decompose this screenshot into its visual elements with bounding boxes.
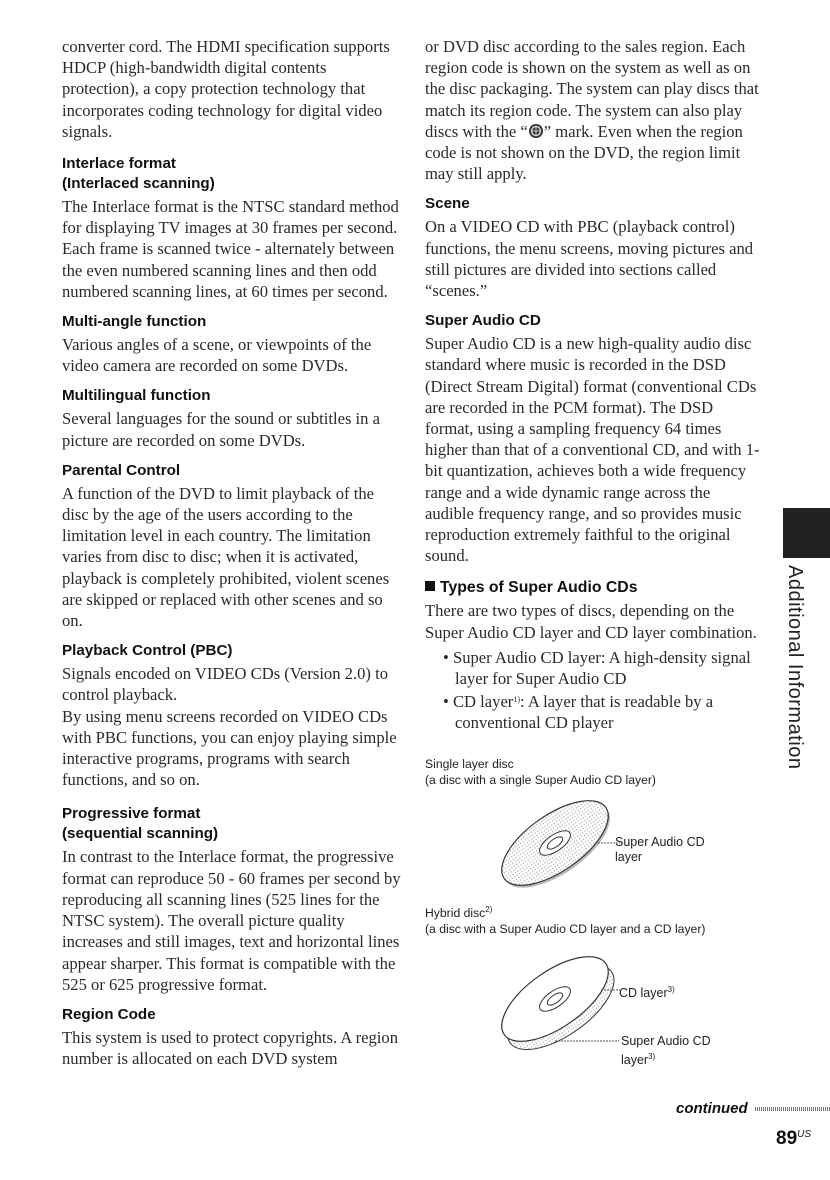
multiangle-heading: Multi-angle function	[62, 313, 207, 331]
hybrid-cd-label-text: CD layer	[619, 985, 668, 1000]
sacd-body: Super Audio CD is a new high-quality audio disc standard where music is recorded in the DSD (Direct Stream Digital) format (conventional CDs are recorded in the PCM format). The DSD format, using a sampling frequency 64 times higher than that of a conventional CD, and with 1-bit quantization, achieves both a wide frequency range and a wide dynamic range across the audible frequency range, and so provides music reproduction extremely faithful to the original sound.	[425, 334, 760, 566]
hybrid-sacd-label-line1: Super Audio CD	[621, 1033, 711, 1048]
hybrid-subtitle: (a disc with a Super Audio CD layer and a CD layer)	[425, 921, 706, 936]
region-continued-part2: ” mark. Even when the region code is not shown on the DVD, the region limit may still apply.	[425, 121, 743, 184]
parental-body: A function of the DVD to limit playback of the disc by the age of the users according to the limitation level in each country. The limitation varies from disc to disc; when it is activated, playback is completely prohibited, violent scenes are skipped or replaced with other scenes and so on.	[62, 483, 390, 631]
hybrid-title-footnote: 2)	[485, 904, 493, 914]
types-heading-text: Types of Super Audio CDs	[440, 579, 638, 597]
pbc-body-1: Signals encoded on VIDEO CDs (Version 2.0) to control playback.	[62, 664, 388, 705]
single-layer-label-line2: layer	[615, 849, 643, 864]
progressive-heading-line1: Progressive format	[62, 805, 201, 823]
hybrid-diagram	[425, 937, 760, 1067]
hybrid-cd-label-footnote: 3)	[667, 984, 675, 994]
scene-body: On a VIDEO CD with PBC (playback control) functions, the menu screens, moving pictures and still pictures are divided into sections called “scenes.”	[425, 217, 754, 301]
list-item: • CD layer$^{1)}$: A layer that is readable by a conventional CD player	[443, 692, 714, 733]
types-body: There are two types of discs, depending on the Super Audio CD layer and CD layer combination.	[425, 601, 757, 642]
interlace-body: The Interlace format is the NTSC standard method for displaying TV images at 30 frames per second. Each frame is scanned twice - alternately between the even numbered scanning lines and then odd numbered scanning lines, at 60 times per second.	[62, 197, 399, 301]
hybrid-title	[425, 902, 760, 921]
multilingual-body: Several languages for the sound or subtitles in a picture are recorded on some DVDs.	[62, 409, 380, 450]
continued-label: continued	[676, 1100, 748, 1117]
sacd-heading: Super Audio CD	[425, 312, 541, 330]
page-number-value: 89	[776, 1128, 798, 1149]
page-number-suffix: US	[797, 1129, 812, 1140]
hybrid-cd-label	[619, 982, 675, 1001]
progressive-heading-line2: (sequential scanning)	[62, 825, 219, 843]
page-number	[776, 1128, 811, 1150]
region-continued	[425, 36, 760, 184]
continued-bar	[755, 1107, 830, 1111]
progressive-heading	[62, 804, 402, 844]
types-list	[425, 647, 760, 734]
bullet-2-footnote: 1)	[513, 695, 521, 705]
interlace-heading-line2: (Interlaced scanning)	[62, 175, 215, 193]
hybrid-title-text: Hybrid disc	[425, 905, 486, 920]
bullet-2-text-b: : A layer that is readable by a conventional CD player	[455, 692, 714, 733]
intro-text: converter cord. The HDMI specification supports HDCP (high-bandwidth digital contents protection), a copy protection technology that incorporates coding technology for digital video signals.	[62, 37, 390, 141]
hybrid-sacd-label-footnote: 3)	[648, 1051, 656, 1061]
section-tab-label	[783, 565, 830, 770]
scene-heading: Scene	[425, 195, 470, 213]
single-layer-label-line1: Super Audio CD	[615, 834, 705, 849]
pbc-body-2: By using menu screens recorded on VIDEO CDs with PBC functions, you can enjoy playing simple interactive programs, programs with search functions, and so on.	[62, 706, 397, 790]
section-tab-text: Additional Information	[784, 565, 806, 770]
hybrid-sacd-label	[621, 1034, 711, 1068]
single-layer-figure	[425, 756, 760, 896]
bullet-1-text: Super Audio CD layer: A high-density signal layer for Super Audio CD	[452, 647, 751, 689]
single-layer-label	[615, 835, 705, 865]
progressive-body: In contrast to the Interlace format, the progressive format can reproduce 50 - 60 frames per second by reproducing all scanning lines (525 lines for the NTSC system). The overall picture quality increases and still images, text and horizontal lines appear sharper. This format is compatible with the 525 or 625 progressive format.	[62, 847, 401, 994]
region-continued-part1: or DVD disc according to the sales region. Each region code is shown on the system as well as on the disc packaging. The system can play discs that match its region code. The system can also play discs with the “	[425, 37, 759, 141]
multilingual-heading: Multilingual function	[62, 387, 211, 405]
list-item: • Super Audio CD layer: A high-density signal layer for Super Audio CD	[443, 647, 751, 689]
bullet-2-text-a: CD layer	[452, 692, 514, 712]
pbc-heading: Playback Control (PBC)	[62, 642, 233, 660]
types-heading	[425, 578, 760, 598]
interlace-heading	[62, 154, 402, 194]
region-heading: Region Code	[62, 1005, 156, 1023]
region-body: This system is used to protect copyrights. A region number is allocated on each DVD system	[62, 1027, 398, 1069]
single-layer-disc-icon	[425, 788, 760, 896]
single-layer-diagram	[425, 788, 760, 896]
region-all-mark-icon	[528, 123, 544, 139]
single-layer-subtitle: (a disc with a single Super Audio CD layer)	[425, 772, 656, 787]
parental-heading: Parental Control	[62, 461, 181, 479]
single-layer-title: Single layer disc	[425, 756, 514, 771]
left-column	[62, 36, 402, 1069]
interlace-heading-line1: Interlace format	[62, 155, 176, 173]
hybrid-sacd-label-line2-text: layer	[621, 1052, 649, 1067]
right-column	[425, 36, 760, 1067]
hybrid-sacd-label-line2	[621, 1049, 711, 1068]
section-tab-marker	[783, 508, 830, 558]
hybrid-figure	[425, 902, 760, 1067]
square-bullet-icon	[425, 581, 435, 591]
multiangle-body: Various angles of a scene, or viewpoints of the video camera are recorded on some DVDs.	[62, 335, 372, 376]
